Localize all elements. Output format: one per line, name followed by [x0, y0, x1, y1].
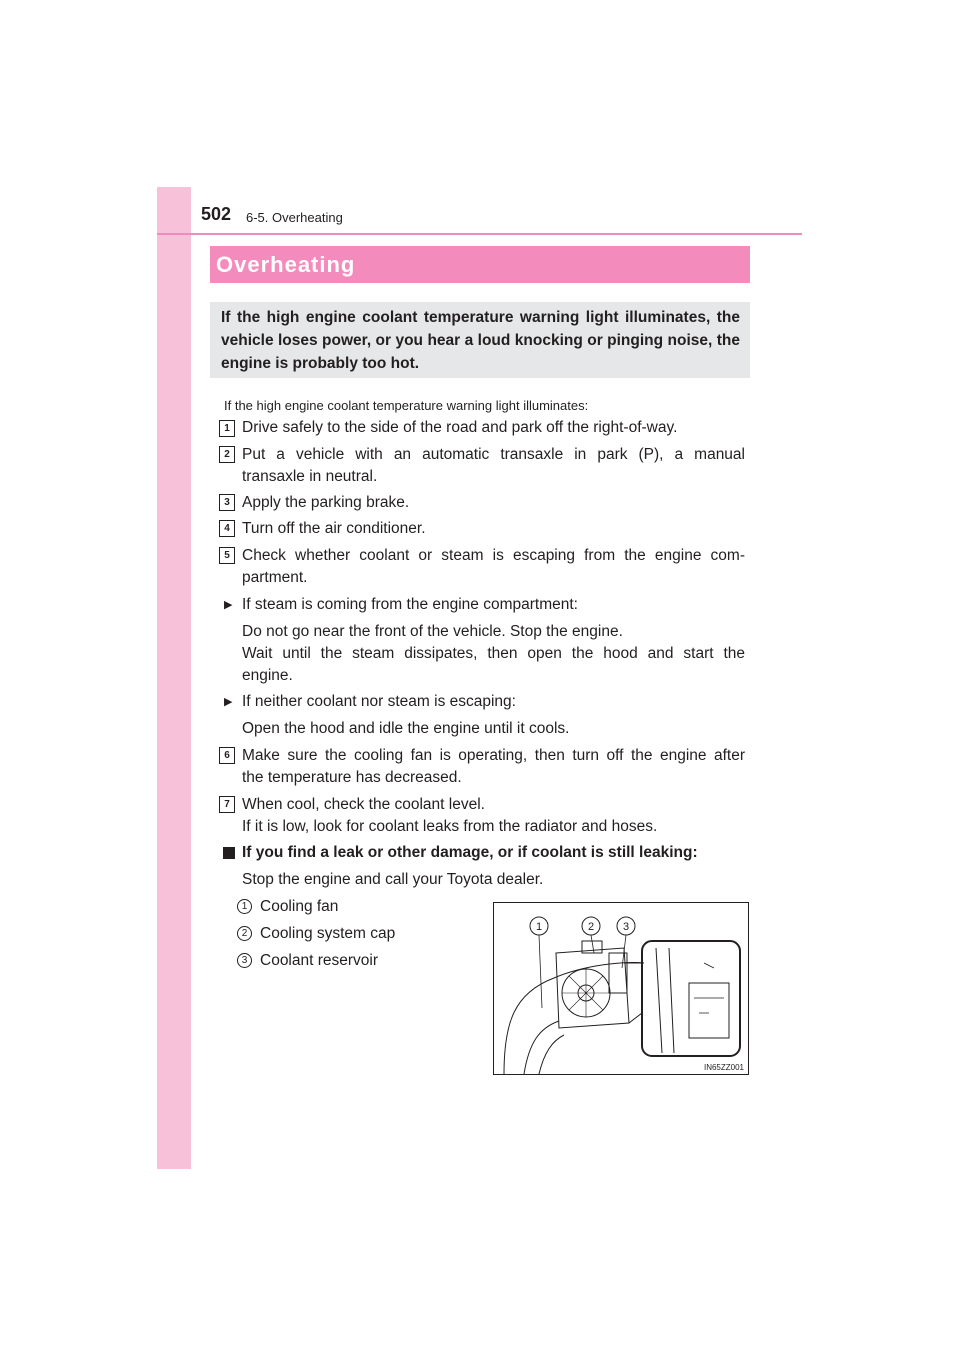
- step-7-line-1: When cool, check the coolant level.: [242, 796, 485, 813]
- figure-callout-1: 1: [535, 921, 543, 933]
- callout-label-2: Cooling system cap: [260, 925, 396, 942]
- arrow-icon: ▶: [224, 696, 233, 708]
- side-tab: [157, 187, 191, 1169]
- callout-label-3: Coolant reservoir: [260, 952, 379, 969]
- intro-text: If the high engine coolant temperature warning light illuminates:: [224, 398, 589, 413]
- step-number-2: 2: [219, 446, 235, 463]
- leak-note-title: If you find a leak or other damage, or if coolant is still leaking:: [242, 844, 698, 861]
- figure-callout-3: 3: [622, 921, 630, 933]
- no-steam-case-title: If neither coolant nor steam is escaping:: [242, 693, 516, 710]
- step-4-text: Turn off the air conditioner.: [242, 520, 426, 537]
- page-title: Overheating: [210, 246, 750, 283]
- steam-case-line-2: Wait until the steam dissipates, then open the hood and start the: [242, 645, 745, 662]
- figure-code: IN65ZZ001: [703, 1063, 744, 1072]
- section-label: 6-5. Overheating: [246, 210, 343, 225]
- page-number: 502: [201, 204, 232, 224]
- step-6-line-2: the temperature has decreased.: [242, 769, 462, 786]
- summary-box: If the high engine coolant temperature warning light illuminates, the vehicle loses power, or you hear a loud knocking or pinging noise, the engine is probably too hot.: [210, 302, 750, 378]
- step-number-3: 3: [219, 494, 235, 511]
- steam-case-line-1: Do not go near the front of the vehicle. Stop the engine.: [242, 623, 623, 640]
- steam-case-title: If steam is coming from the engine compartment:: [242, 596, 578, 613]
- engine-compartment-figure: [493, 902, 749, 1075]
- steam-case-line-3: engine.: [242, 667, 293, 684]
- step-7-line-2: If it is low, look for coolant leaks from the radiator and hoses.: [242, 818, 658, 835]
- step-number-1: 1: [219, 420, 235, 437]
- figure-callout-2: 2: [587, 921, 595, 933]
- step-number-7: 7: [219, 796, 235, 813]
- leak-note-text: Stop the engine and call your Toyota dealer.: [242, 871, 544, 888]
- step-3-text: Apply the parking brake.: [242, 494, 410, 511]
- step-number-4: 4: [219, 520, 235, 537]
- no-steam-case-line-1: Open the hood and idle the engine until it cools.: [242, 720, 570, 737]
- callout-number-1: 1: [237, 899, 252, 914]
- callout-number-2: 2: [237, 926, 252, 941]
- engine-illustration: [494, 903, 748, 1074]
- step-5-line-2: partment.: [242, 569, 308, 586]
- bullet-square-icon: [223, 847, 235, 859]
- step-number-6: 6: [219, 747, 235, 764]
- step-5-line-1: Check whether coolant or steam is escaping from the engine com-: [242, 547, 745, 564]
- step-2-line-2: transaxle in neutral.: [242, 468, 378, 485]
- header-rule: [157, 233, 802, 235]
- step-6-line-1: Make sure the cooling fan is operating, then turn off the engine after: [242, 747, 745, 764]
- callout-number-3: 3: [237, 953, 252, 968]
- step-1-text: Drive safely to the side of the road and park off the right-of-way.: [242, 419, 678, 436]
- arrow-icon: ▶: [224, 599, 233, 611]
- step-2-line-1: Put a vehicle with an automatic transaxle in park (P), a manual: [242, 446, 745, 463]
- callout-label-1: Cooling fan: [260, 898, 339, 915]
- step-number-5: 5: [219, 547, 235, 564]
